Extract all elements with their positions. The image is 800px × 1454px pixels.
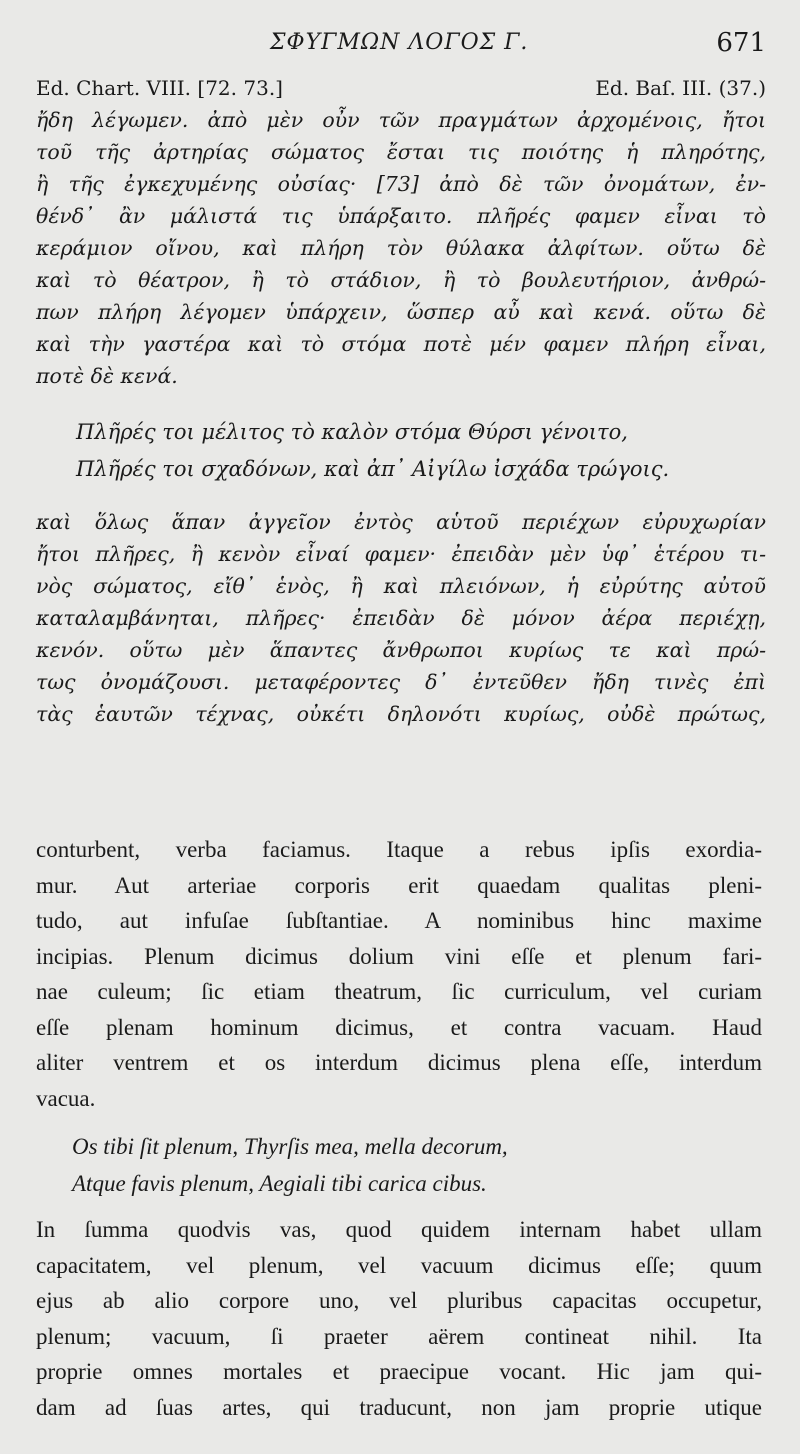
- latin-line: tudo, aut infuſae ſubſtantiae. A nominibus hinc maxime: [36, 908, 762, 933]
- page-number: 671: [716, 28, 766, 58]
- latin-line: incipias. Plenum dicimus dolium vini eſſe et plenum fari-: [36, 943, 762, 969]
- greek-line: τὰς ἑαυτῶν τέχνας, οὐκέτι δηλονότι κυρίως, οὐδὲ πρώτως,: [36, 702, 766, 726]
- greek-line: τως ὀνομάζουσι. μεταφέροντες δ᾽ ἐντεῦθεν ἤδη τινὲς ἐπὶ: [36, 670, 766, 694]
- greek-line: ἤτοι πλῆρες, ἢ κενὸν εἶναί φαμεν· ἐπειδὰν μὲν ὑφ᾽ ἑτέρου τι-: [36, 542, 766, 566]
- greek-line: καὶ τὴν γαστέρα καὶ τὸ στόμα ποτὲ μέν φαμεν πλήρη εἶναι,: [36, 332, 766, 356]
- greek-verse-quotation: [76, 414, 766, 488]
- latin-verse-line: Atque favis plenum, Aegiali tibi carica cibus.: [72, 1171, 487, 1196]
- greek-verse-line: Πλῆρές τοι σχαδόνων, καὶ ἀπ᾽ Αἰγίλω ἰσχάδα τρώγοις.: [76, 457, 670, 481]
- greek-line: ἢ τῆς ἐγκεχυμένης οὐσίας· [73] ἀπὸ δὲ τῶν ὀνομάτων, ἐν-: [36, 172, 766, 196]
- greek-text-block: [36, 104, 766, 730]
- latin-paragraph-1: [36, 832, 762, 1116]
- edition-basel-reference: Ed. Baſ. III. (37.): [595, 76, 766, 100]
- latin-line: conturbent, verba faciamus. Itaque a rebus ipſis exordia-: [36, 837, 762, 862]
- latin-line: In ſumma quodvis vas, quod quidem internam habet ullam: [36, 1217, 762, 1242]
- latin-line: capacitatem, vel plenum, vel vacuum dicimus eſſe; quum: [36, 1252, 762, 1278]
- greek-verse-line: Πλῆρές τοι μέλιτος τὸ καλὸν στόμα Θύρσι γένοιτο,: [76, 420, 628, 444]
- running-title: ΣΦΥΓΜΩΝ ΛΟΓΟΣ Γ.: [270, 30, 529, 55]
- latin-verse-quotation: [72, 1128, 762, 1202]
- latin-line: proprie omnes mortales et praecipue vocant. Hic jam qui-: [36, 1359, 762, 1384]
- latin-line: dam ad ſuas artes, qui traducunt, non jam proprie utique: [36, 1394, 762, 1420]
- greek-paragraph-2: [36, 506, 766, 730]
- edition-chart-reference: Ed. Chart. VIII. [72. 73.]: [36, 76, 283, 100]
- greek-line: καὶ τὸ θέατρον, ἢ τὸ στάδιον, ἢ τὸ βουλευτήριον, ἀνθρώ-: [36, 268, 766, 292]
- greek-line: καταλαμβάνηται, πλῆρες· ἐπειδὰν δὲ μόνον ἀέρα περιέχῃ,: [36, 606, 766, 630]
- greek-paragraph-1: [36, 104, 766, 392]
- edition-reference-line: [36, 76, 766, 104]
- latin-line: nae culeum; ſic etiam theatrum, ſic curriculum, vel curiam: [36, 979, 762, 1004]
- latin-line: eſſe plenam hominum dicimus, et contra vacuam. Haud: [36, 1014, 762, 1040]
- greek-line: τοῦ τῆς ἀρτηρίας σώματος ἔσται τις ποιότης ἡ πληρότης,: [36, 140, 766, 164]
- latin-verse-line: Os tibi ſit plenum, Thyrſis mea, mella decorum,: [72, 1134, 508, 1159]
- running-head: [0, 28, 800, 62]
- greek-line: καὶ ὅλως ἅπαν ἀγγεῖον ἐντὸς αὑτοῦ περιέχων εὐρυχωρίαν: [36, 510, 766, 534]
- latin-line: vacua.: [36, 1085, 96, 1111]
- greek-line: νὸς σώματος, εἴθ᾽ ἑνὸς, ἢ καὶ πλειόνων, ἡ εὐρύτης αὐτοῦ: [36, 574, 766, 598]
- greek-line: πων πλήρη λέγομεν ὑπάρχειν, ὥσπερ αὖ καὶ κενά. οὕτω δὲ: [36, 300, 766, 324]
- greek-line: ἤδη λέγωμεν. ἀπὸ μὲν οὖν τῶν πραγμάτων ἀρχομένοις, ἤτοι: [36, 108, 766, 132]
- latin-line: plenum; vacuum, ſi praeter aërem contineat nihil. Ita: [36, 1323, 762, 1349]
- greek-line: κεράμιον οἴνου, καὶ πλήρη τὸν θύλακα ἀλφίτων. οὕτω δὲ: [36, 236, 766, 260]
- latin-line: mur. Aut arteriae corporis erit quaedam qualitas pleni-: [36, 872, 762, 898]
- latin-line: aliter ventrem et os interdum dicimus plena eſſe, interdum: [36, 1050, 762, 1075]
- greek-line: κενόν. οὕτω μὲν ἅπαντες ἄνθρωποι κυρίως τε καὶ πρώ-: [36, 638, 766, 662]
- greek-line: ποτὲ δὲ κενά.: [36, 364, 178, 388]
- latin-line: ejus ab alio corpore uno, vel pluribus capacitas occupetur,: [36, 1288, 762, 1313]
- greek-line: θένδ᾽ ἂν μάλιστά τις ὑπάρξαιτο. πλῆρές φαμεν εἶναι τὸ: [36, 204, 766, 228]
- latin-translation-block: [36, 832, 762, 1425]
- latin-paragraph-2: [36, 1212, 762, 1425]
